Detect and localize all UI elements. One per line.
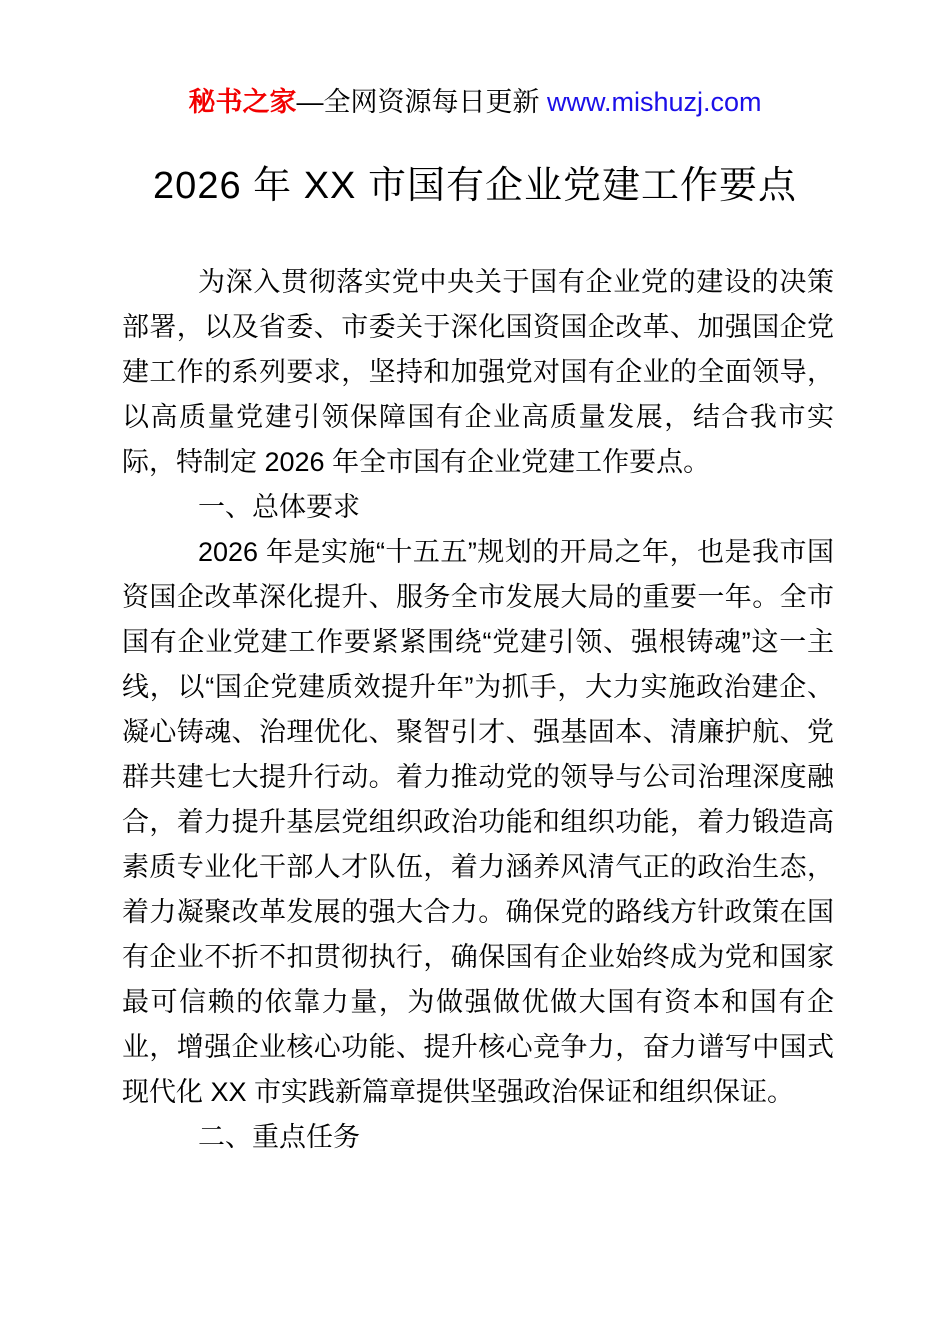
site-header: [0, 0, 950, 120]
document-title: 2026 年 XX 市国有企业党建工作要点: [153, 165, 797, 207]
section-heading-2: 二、重点任务: [198, 1122, 360, 1152]
paragraph-intro: 为深入贯彻落实党中央关于国有企业党的建设的决策部署，以及省委、市委关于深化国资国企改革、加强国企党建工作的系列要求，坚持和加强党对国有企业的全面领导，以高质量党建引领保障国有企业高质量发展，结合我市实际，特制定 2026 年全市国有企业党建工作要点。: [122, 267, 834, 477]
site-tagline: —全网资源每日更新: [296, 87, 547, 117]
paragraph-overall-requirements: 2026 年是实施“十五五”规划的开局之年，也是我市国资国企改革深化提升、服务全市发展大局的重要一年。全市国有企业党建工作要紧紧围绕“党建引领、强根铸魂”这一主线，以“国企党建质效提升年”为抓手，大力实施政治建企、凝心铸魂、治理优化、聚智引才、强基固本、清廉护航、党群共建七大提升行动。着力推动党的领导与公司治理深度融合，着力提升基层党组织政治功能和组织功能，着力锻造高素质专业化干部人才队伍，着力涵养风清气正的政治生态，着力凝聚改革发展的强大合力。确保党的路线方针政策在国有企业不折不扣贯彻执行，确保国有企业始终成为党和国家最可信赖的依靠力量，为做强做优做大国有资本和国有企业，增强企业核心功能、提升核心竞争力，奋力谱写中国式现代化 XX 市实践新篇章提供坚强政治保证和组织保证。: [122, 537, 834, 1107]
site-name: 秘书之家: [188, 87, 297, 117]
document-body: [122, 260, 834, 1160]
site-url-link[interactable]: www.mishuzj.com: [546, 87, 762, 117]
section-heading-1: 一、总体要求: [198, 492, 360, 522]
